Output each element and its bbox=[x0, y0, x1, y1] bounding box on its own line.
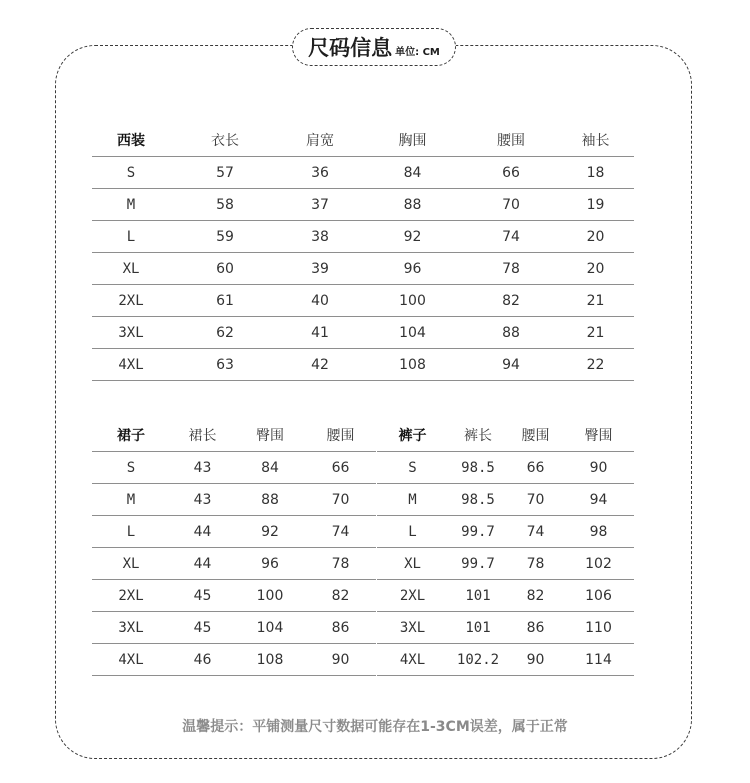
size-cell: M bbox=[92, 189, 170, 221]
measurement-cell: 44 bbox=[170, 516, 235, 548]
size-cell: L bbox=[377, 516, 448, 548]
column-header: 衣长 bbox=[211, 132, 239, 149]
measurement-cell: 74 bbox=[465, 221, 557, 253]
measurement-cell: 98 bbox=[563, 516, 634, 548]
column-header: 腰围 bbox=[521, 427, 550, 444]
size-cell: M bbox=[377, 484, 448, 516]
measurement-cell: 19 bbox=[557, 189, 634, 221]
measurement-cell: 70 bbox=[305, 484, 376, 516]
measurement-cell: 43 bbox=[170, 484, 235, 516]
column-header: 肩宽 bbox=[306, 132, 334, 149]
table-row bbox=[92, 612, 376, 644]
measurement-cell: 39 bbox=[280, 253, 360, 285]
unit-label: 单位: CM bbox=[395, 47, 440, 58]
size-cell: S bbox=[92, 452, 170, 484]
measurement-cell: 66 bbox=[305, 452, 376, 484]
measurement-cell: 45 bbox=[170, 612, 235, 644]
column-header: 腰围 bbox=[326, 427, 355, 444]
measurement-cell: 78 bbox=[508, 548, 563, 580]
table-row bbox=[92, 285, 634, 317]
size-cell: 3XL bbox=[377, 612, 448, 644]
measurement-cell: 104 bbox=[235, 612, 305, 644]
table-row bbox=[377, 452, 634, 484]
measurement-cell: 43 bbox=[170, 452, 235, 484]
measurement-cell: 61 bbox=[170, 285, 280, 317]
measurement-cell: 70 bbox=[508, 484, 563, 516]
measurement-cell: 101 bbox=[448, 612, 508, 644]
measurement-cell: 90 bbox=[305, 644, 376, 676]
measurement-cell: 108 bbox=[235, 644, 305, 676]
measurement-cell: 40 bbox=[280, 285, 360, 317]
size-cell: XL bbox=[92, 548, 170, 580]
size-cell: 2XL bbox=[92, 285, 170, 317]
table-row bbox=[377, 612, 634, 644]
measurement-cell: 36 bbox=[280, 157, 360, 189]
table-row bbox=[92, 484, 376, 516]
table-row bbox=[92, 253, 634, 285]
measurement-cell: 98.5 bbox=[448, 484, 508, 516]
measurement-cell: 46 bbox=[170, 644, 235, 676]
measurement-cell: 78 bbox=[305, 548, 376, 580]
measurement-cell: 20 bbox=[557, 221, 634, 253]
measurement-cell: 92 bbox=[360, 221, 465, 253]
page-title: 尺码信息 bbox=[308, 36, 393, 60]
column-header: 裙子 bbox=[117, 427, 145, 444]
measurement-cell: 98.5 bbox=[448, 452, 508, 484]
measurement-cell: 102 bbox=[563, 548, 634, 580]
table-row bbox=[92, 452, 376, 484]
table-row bbox=[377, 580, 634, 612]
measurement-cell: 22 bbox=[557, 349, 634, 381]
table-row bbox=[92, 317, 634, 349]
measurement-cell: 41 bbox=[280, 317, 360, 349]
table-row bbox=[92, 548, 376, 580]
measurement-cell: 66 bbox=[465, 157, 557, 189]
column-header: 裤子 bbox=[398, 427, 427, 444]
measurement-cell: 100 bbox=[235, 580, 305, 612]
measurement-cell: 70 bbox=[465, 189, 557, 221]
measurement-cell: 74 bbox=[305, 516, 376, 548]
measurement-cell: 18 bbox=[557, 157, 634, 189]
size-cell: 3XL bbox=[92, 317, 170, 349]
measurement-cell: 96 bbox=[360, 253, 465, 285]
column-header: 胸围 bbox=[398, 132, 427, 149]
table-header-row bbox=[92, 418, 376, 452]
measurement-cell: 45 bbox=[170, 580, 235, 612]
measurement-cell: 78 bbox=[465, 253, 557, 285]
column-header: 臀围 bbox=[584, 427, 613, 444]
measurement-cell: 66 bbox=[508, 452, 563, 484]
table-row bbox=[92, 516, 376, 548]
column-header: 裙长 bbox=[188, 427, 217, 444]
column-header: 西装 bbox=[117, 132, 145, 149]
measurement-cell: 100 bbox=[360, 285, 465, 317]
measurement-cell: 90 bbox=[563, 452, 634, 484]
size-cell: S bbox=[92, 157, 170, 189]
measurement-cell: 38 bbox=[280, 221, 360, 253]
table-row bbox=[92, 644, 376, 676]
measurement-cell: 108 bbox=[360, 349, 465, 381]
measurement-cell: 110 bbox=[563, 612, 634, 644]
measurement-cell: 20 bbox=[557, 253, 634, 285]
size-cell: 2XL bbox=[92, 580, 170, 612]
measurement-cell: 62 bbox=[170, 317, 280, 349]
size-cell: 4XL bbox=[92, 349, 170, 381]
measurement-cell: 88 bbox=[235, 484, 305, 516]
table-row bbox=[92, 221, 634, 253]
measurement-cell: 102.2 bbox=[448, 644, 508, 676]
title-badge bbox=[292, 28, 456, 66]
measurement-cell: 84 bbox=[235, 452, 305, 484]
measurement-cell: 84 bbox=[360, 157, 465, 189]
measurement-cell: 96 bbox=[235, 548, 305, 580]
measurement-cell: 37 bbox=[280, 189, 360, 221]
suit-size-table bbox=[92, 123, 634, 381]
measurement-cell: 99.7 bbox=[448, 548, 508, 580]
measurement-cell: 82 bbox=[508, 580, 563, 612]
measurement-cell: 82 bbox=[305, 580, 376, 612]
skirt-size-table bbox=[92, 418, 376, 676]
table-row bbox=[377, 516, 634, 548]
measurement-cell: 42 bbox=[280, 349, 360, 381]
table-row bbox=[92, 580, 376, 612]
measurement-cell: 86 bbox=[508, 612, 563, 644]
size-cell: L bbox=[92, 516, 170, 548]
measurement-cell: 104 bbox=[360, 317, 465, 349]
measurement-cell: 74 bbox=[508, 516, 563, 548]
measurement-cell: 106 bbox=[563, 580, 634, 612]
measurement-cell: 63 bbox=[170, 349, 280, 381]
measurement-cell: 94 bbox=[465, 349, 557, 381]
size-cell: 4XL bbox=[92, 644, 170, 676]
size-cell: XL bbox=[92, 253, 170, 285]
column-header: 臀围 bbox=[256, 427, 284, 444]
measurement-cell: 21 bbox=[557, 317, 634, 349]
column-header: 腰围 bbox=[497, 132, 525, 149]
size-cell: 3XL bbox=[92, 612, 170, 644]
measurement-cell: 44 bbox=[170, 548, 235, 580]
table-row bbox=[377, 644, 634, 676]
measurement-cell: 88 bbox=[465, 317, 557, 349]
measurement-cell: 114 bbox=[563, 644, 634, 676]
size-cell: 4XL bbox=[377, 644, 448, 676]
table-row bbox=[92, 189, 634, 221]
table-row bbox=[377, 484, 634, 516]
measurement-cell: 86 bbox=[305, 612, 376, 644]
size-cell: XL bbox=[377, 548, 448, 580]
column-header: 裤长 bbox=[464, 427, 492, 444]
table-row bbox=[92, 349, 634, 381]
size-cell: S bbox=[377, 452, 448, 484]
measurement-cell: 101 bbox=[448, 580, 508, 612]
measurement-cell: 21 bbox=[557, 285, 634, 317]
measurement-cell: 82 bbox=[465, 285, 557, 317]
measurement-cell: 88 bbox=[360, 189, 465, 221]
size-cell: L bbox=[92, 221, 170, 253]
size-cell: M bbox=[92, 484, 170, 516]
table-row bbox=[92, 157, 634, 189]
table-row bbox=[377, 548, 634, 580]
size-cell: 2XL bbox=[377, 580, 448, 612]
table-header-row bbox=[377, 418, 634, 452]
table-header-row bbox=[92, 123, 634, 157]
measurement-cell: 58 bbox=[170, 189, 280, 221]
measurement-cell: 60 bbox=[170, 253, 280, 285]
measurement-note: 温馨提示：平铺测量尺寸数据可能存在1-3CM误差，属于正常 bbox=[182, 719, 568, 735]
pants-size-table bbox=[377, 418, 634, 676]
column-header: 袖长 bbox=[581, 132, 610, 149]
measurement-cell: 57 bbox=[170, 157, 280, 189]
measurement-cell: 90 bbox=[508, 644, 563, 676]
measurement-cell: 59 bbox=[170, 221, 280, 253]
measurement-cell: 99.7 bbox=[448, 516, 508, 548]
measurement-cell: 94 bbox=[563, 484, 634, 516]
measurement-cell: 92 bbox=[235, 516, 305, 548]
